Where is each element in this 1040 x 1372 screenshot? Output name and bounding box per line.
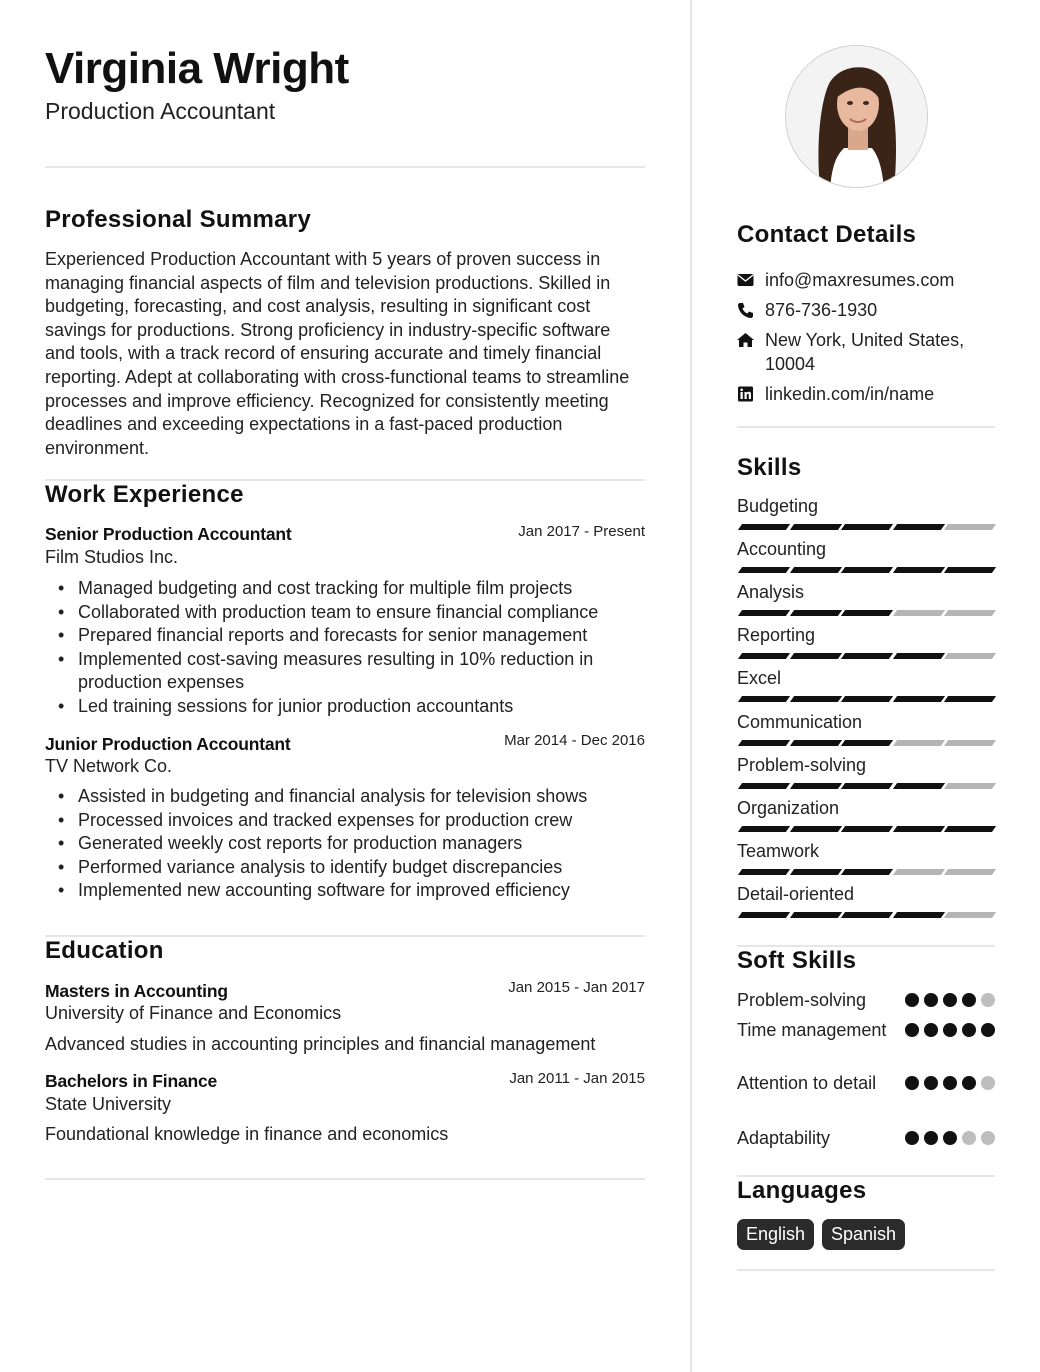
contact-email [737, 268, 995, 292]
school-name: State University [45, 1094, 172, 1114]
list-item: • Implemented cost-saving measures resulting in 10% reduction in production expenses [78, 648, 638, 695]
skill-level-segment [944, 653, 996, 659]
skill-level-segment [944, 826, 996, 832]
skill-level-segment [789, 826, 841, 832]
skill-name: Reporting [737, 625, 816, 646]
soft-skill-rating [905, 1131, 995, 1145]
soft-skill-name: Adaptability [737, 1128, 831, 1148]
rating-dot [943, 1131, 957, 1145]
skill-level-segment [738, 567, 790, 573]
rating-dot [924, 993, 938, 1007]
job-title: Senior Production Accountant [45, 524, 292, 544]
soft-skill-name: Attention to detail [737, 1073, 877, 1093]
skill-level-segment [892, 696, 944, 702]
list-item: • Prepared financial reports and forecasts for senior management [78, 624, 638, 648]
soft-skill-rating [905, 1076, 995, 1090]
skill-level-segment [892, 567, 944, 573]
job-bullets [78, 785, 638, 903]
skill-level-segment [789, 869, 841, 875]
skill-level-segment [789, 567, 841, 573]
skill-level-segment [892, 740, 944, 746]
skill-level-bar [737, 610, 993, 616]
skill-level-segment [738, 869, 790, 875]
skill-level-segment [841, 524, 893, 530]
address-text: New York, United States, 10004 [765, 330, 965, 374]
skill-level-segment [789, 610, 841, 616]
skill-level-segment [738, 740, 790, 746]
portrait-image [786, 46, 928, 188]
skill-level-segment [789, 740, 841, 746]
contact-phone [737, 298, 995, 322]
summary-heading: Professional Summary [45, 206, 312, 233]
phone-text: 876-736-1930 [765, 300, 878, 320]
skill-level-segment [738, 826, 790, 832]
soft-skill-name: Time management [737, 1020, 887, 1040]
list-item: • Assisted in budgeting and financial analysis for television shows [78, 785, 638, 809]
skill-level-segment [892, 869, 944, 875]
skill-level-segment [944, 524, 996, 530]
column-divider [690, 0, 692, 1372]
skill-level-segment [841, 740, 893, 746]
soft-skills-heading: Soft Skills [737, 947, 857, 974]
list-item: • Managed budgeting and cost tracking for multiple film projects [78, 577, 638, 601]
skill-level-segment [892, 826, 944, 832]
skill-level-segment [841, 696, 893, 702]
skill-level-segment [789, 653, 841, 659]
skill-name: Communication [737, 711, 863, 732]
skill-level-segment [789, 524, 841, 530]
rating-dot [905, 993, 919, 1007]
header-divider [45, 166, 645, 168]
skill-level-segment [892, 912, 944, 918]
skill-level-segment [738, 524, 790, 530]
skill-level-bar [737, 826, 993, 832]
skill-level-segment [944, 610, 996, 616]
rating-dot [981, 1023, 995, 1037]
rating-dot [943, 1023, 957, 1037]
languages-divider [737, 1269, 995, 1271]
job-company: TV Network Co. [45, 756, 173, 776]
education-heading: Education [45, 937, 164, 964]
skill-level-segment [738, 912, 790, 918]
language-badge: Spanish [822, 1219, 905, 1250]
education-description: Advanced studies in accounting principles and financial management [45, 1034, 596, 1054]
list-item: • Generated weekly cost reports for production managers [78, 832, 638, 856]
skill-level-segment [944, 912, 996, 918]
rating-dot [962, 1076, 976, 1090]
list-item: • Collaborated with production team to ensure financial compliance [78, 601, 638, 625]
soft-skill-rating [905, 993, 995, 1007]
rating-dot [943, 1076, 957, 1090]
degree-title: Bachelors in Finance [45, 1071, 218, 1091]
rating-dot [905, 1131, 919, 1145]
skill-level-bar [737, 912, 993, 918]
home-icon [737, 332, 754, 348]
skill-level-segment [789, 783, 841, 789]
skill-level-segment [841, 783, 893, 789]
school-name: University of Finance and Economics [45, 1003, 342, 1023]
contact-address [737, 328, 995, 376]
list-item: • Processed invoices and tracked expenses for production crew [78, 809, 638, 833]
job-bullets [78, 577, 638, 719]
skill-level-bar [737, 740, 993, 746]
linkedin-text[interactable]: linkedin.com/in/name [765, 384, 935, 404]
skill-level-segment [841, 869, 893, 875]
skill-level-bar [737, 653, 993, 659]
rating-dot [905, 1076, 919, 1090]
linkedin-icon [737, 386, 754, 402]
rating-dot [924, 1076, 938, 1090]
skill-name: Analysis [737, 582, 805, 603]
skill-level-segment [892, 783, 944, 789]
candidate-name: Virginia Wright [45, 44, 349, 93]
skill-level-segment [892, 610, 944, 616]
skill-name: Excel [737, 668, 782, 689]
skill-name: Organization [737, 797, 840, 818]
soft-skill-name: Problem-solving [737, 990, 867, 1010]
skill-name: Teamwork [737, 840, 820, 861]
skill-level-bar [737, 869, 993, 875]
skill-name: Detail-oriented [737, 883, 855, 904]
skills-heading: Skills [737, 454, 802, 481]
skill-level-segment [841, 912, 893, 918]
list-item: • Performed variance analysis to identify budget discrepancies [78, 856, 638, 880]
email-text[interactable]: info@maxresumes.com [765, 270, 955, 290]
list-item: • Implemented new accounting software for improved efficiency [78, 879, 638, 903]
job-title: Junior Production Accountant [45, 734, 291, 754]
envelope-icon [737, 272, 754, 288]
language-badge: English [737, 1219, 814, 1250]
skill-level-segment [789, 696, 841, 702]
skill-level-segment [738, 696, 790, 702]
rating-dot [981, 1131, 995, 1145]
skill-name: Accounting [737, 539, 827, 560]
soft-skill-rating [905, 1023, 995, 1037]
education-description: Foundational knowledge in finance and economics [45, 1124, 449, 1144]
contact-linkedin [737, 382, 995, 406]
rating-dot [962, 993, 976, 1007]
rating-dot [981, 1076, 995, 1090]
skill-level-bar [737, 696, 993, 702]
job-dates: Mar 2014 - Dec 2016 [504, 732, 645, 749]
education-dates: Jan 2015 - Jan 2017 [508, 979, 645, 996]
list-item: • Led training sessions for junior production accountants [78, 695, 638, 719]
rating-dot [924, 1131, 938, 1145]
education-divider [45, 1178, 645, 1180]
skill-level-segment [738, 653, 790, 659]
skill-level-segment [892, 524, 944, 530]
skill-level-bar [737, 524, 993, 530]
skill-level-segment [841, 610, 893, 616]
skill-level-segment [944, 696, 996, 702]
skill-level-segment [789, 912, 841, 918]
skill-level-segment [738, 610, 790, 616]
skill-level-segment [738, 783, 790, 789]
rating-dot [943, 993, 957, 1007]
contact-divider [737, 426, 995, 428]
job-company: Film Studios Inc. [45, 547, 179, 567]
skill-level-segment [944, 567, 996, 573]
skill-level-segment [944, 869, 996, 875]
rating-dot [924, 1023, 938, 1037]
skill-name: Problem-solving [737, 754, 867, 775]
education-dates: Jan 2011 - Jan 2015 [509, 1070, 645, 1087]
skill-level-segment [944, 783, 996, 789]
skill-level-bar [737, 783, 993, 789]
job-dates: Jan 2017 - Present [518, 523, 645, 540]
skill-level-segment [841, 653, 893, 659]
candidate-role: Production Accountant [45, 98, 276, 124]
skill-level-bar [737, 567, 993, 573]
profile-photo [785, 45, 928, 188]
rating-dot [981, 993, 995, 1007]
skill-level-segment [944, 740, 996, 746]
rating-dot [905, 1023, 919, 1037]
degree-title: Masters in Accounting [45, 981, 228, 1001]
experience-heading: Work Experience [45, 481, 244, 508]
skill-level-segment [841, 567, 893, 573]
summary-text: Experienced Production Accountant with 5 years of proven success in managing financial aspects of film and television productions. Skilled in budgeting, forecasting, and cost analysis, resulting in significant cost savings for productions. Strong proficiency in industry-specific software and tools, with a track record of ensuring accurate and timely financial reporting. Adept at collaborating with cross-functional teams to streamline processes and improve efficiency. Recognized for consistently meeting deadlines and exceeding expectations in a fast-paced production environment. [45, 249, 630, 458]
skill-level-segment [892, 653, 944, 659]
contact-heading: Contact Details [737, 221, 917, 248]
skill-name: Budgeting [737, 496, 819, 516]
languages-heading: Languages [737, 1177, 867, 1204]
rating-dot [962, 1023, 976, 1037]
phone-icon [737, 302, 754, 318]
skill-level-segment [841, 826, 893, 832]
rating-dot [962, 1131, 976, 1145]
